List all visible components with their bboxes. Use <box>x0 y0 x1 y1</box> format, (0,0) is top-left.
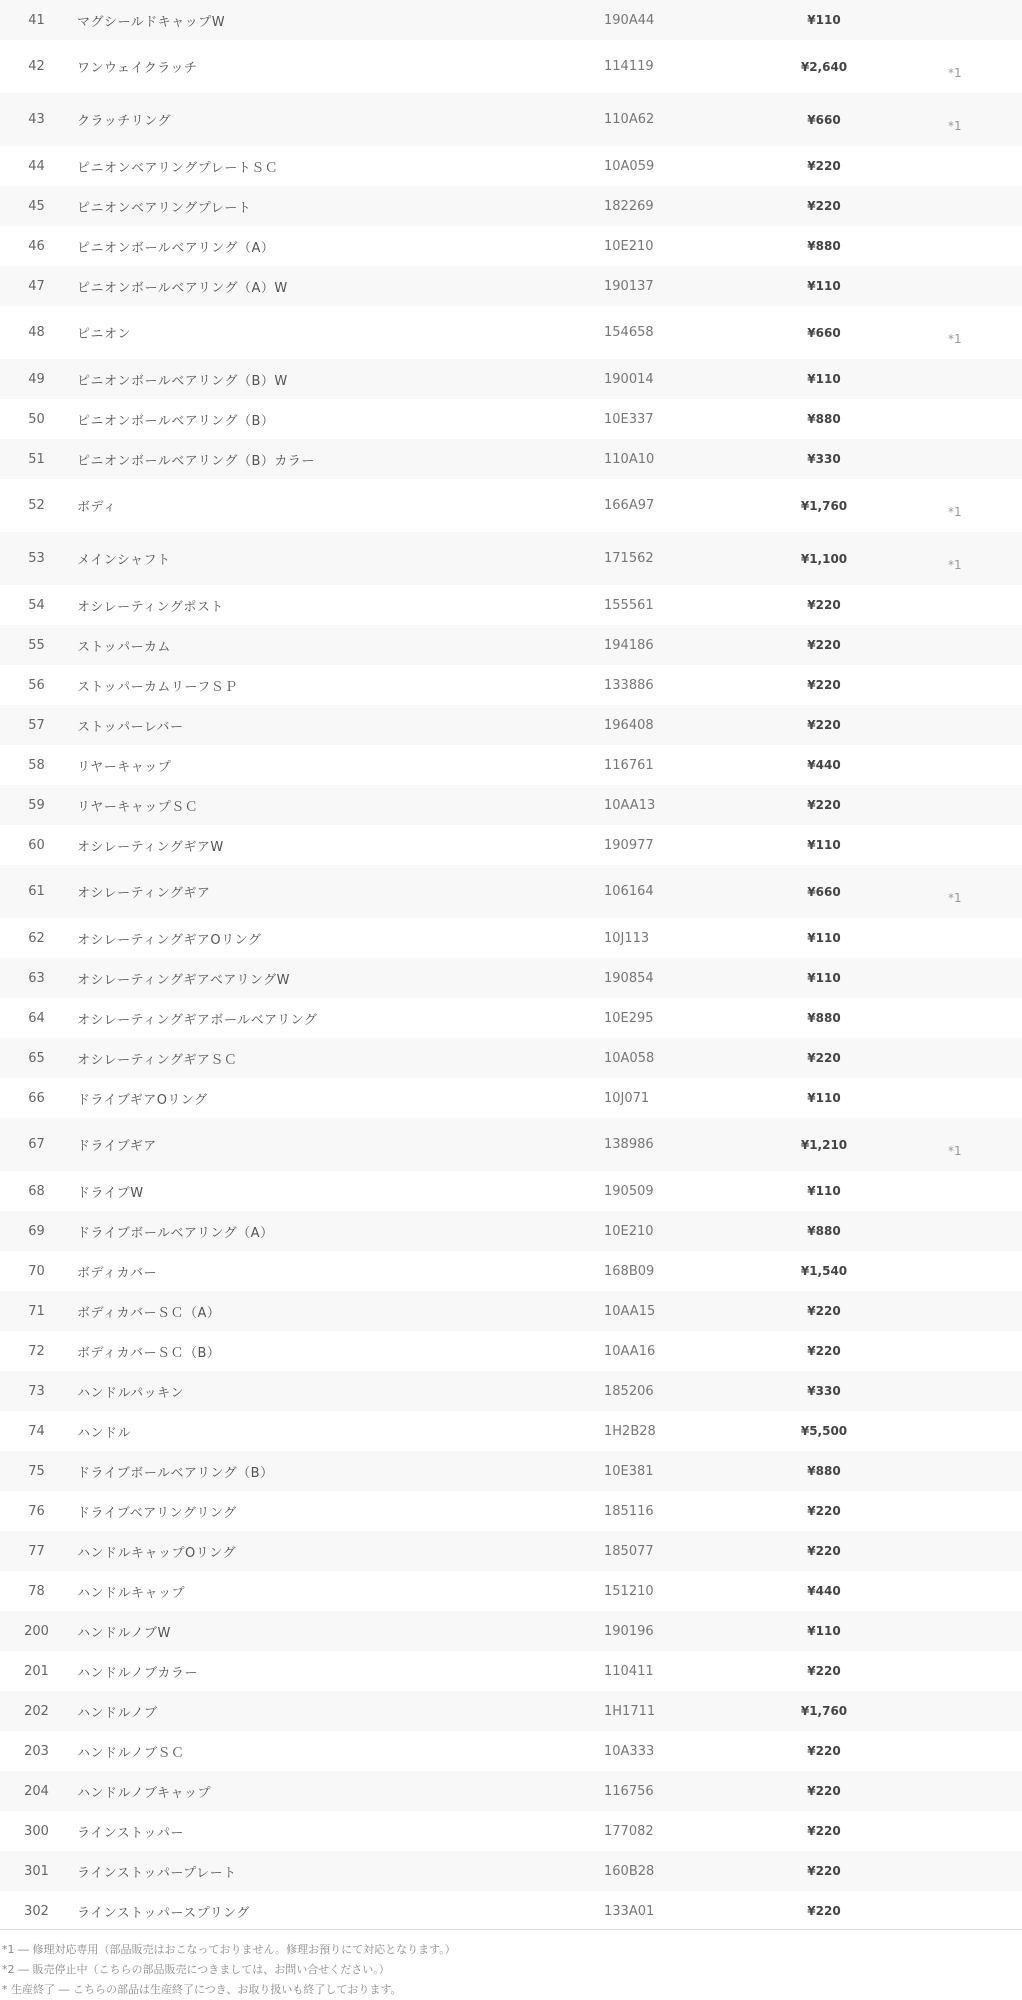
part-price: ¥660 <box>807 112 841 127</box>
table-row <box>0 146 1022 186</box>
part-name: ハンドルノブカラー <box>77 1665 198 1681</box>
part-code: 190A44 <box>604 12 655 28</box>
table-row <box>0 1811 1022 1851</box>
part-number: 75 <box>28 1463 45 1479</box>
table-row <box>0 1771 1022 1811</box>
part-price: ¥220 <box>807 1344 841 1358</box>
part-note: *1 <box>948 557 962 572</box>
table-row <box>0 1211 1022 1251</box>
table-row <box>0 479 1022 532</box>
part-name: ドライブベアリングリング <box>77 1505 237 1521</box>
table-row <box>0 399 1022 439</box>
part-number: 51 <box>28 451 45 467</box>
part-price: ¥1,760 <box>800 498 848 513</box>
table-row <box>0 865 1022 918</box>
part-code: 10AA13 <box>604 797 656 813</box>
part-code: 151210 <box>604 1583 654 1599</box>
part-price: ¥220 <box>807 1504 841 1518</box>
table-row <box>0 1891 1022 1931</box>
part-price: ¥220 <box>807 199 841 213</box>
part-name: オシレーティングポスト <box>77 599 224 615</box>
part-name: オシレーティングギアボールベアリング <box>77 1012 318 1028</box>
part-price: ¥660 <box>807 325 841 340</box>
table-row <box>0 306 1022 359</box>
part-price: ¥220 <box>807 1664 841 1678</box>
table-row <box>0 1651 1022 1691</box>
part-name: ドライブギアOリング <box>77 1092 208 1108</box>
part-name: ピニオンボールベアリング（B）カラー <box>77 453 315 469</box>
part-number: 66 <box>28 1090 45 1106</box>
part-note: *1 <box>948 890 962 905</box>
part-price: ¥1,210 <box>800 1137 848 1152</box>
part-code: 116756 <box>604 1783 654 1799</box>
table-row <box>0 266 1022 306</box>
part-number: 61 <box>28 884 45 899</box>
part-number: 202 <box>24 1703 49 1719</box>
part-name: ピニオンボールベアリング（B）W <box>77 373 288 389</box>
part-number: 44 <box>28 158 45 174</box>
part-price: ¥330 <box>807 452 841 466</box>
part-code: 185206 <box>604 1383 654 1399</box>
table-row <box>0 745 1022 785</box>
part-code: 190137 <box>604 278 654 294</box>
part-price: ¥110 <box>807 838 841 852</box>
part-code: 190977 <box>604 837 654 853</box>
part-name: ピニオン <box>77 327 132 342</box>
part-code: 10AA15 <box>604 1303 656 1319</box>
part-price: ¥110 <box>807 931 841 945</box>
part-price: ¥440 <box>807 1584 841 1598</box>
legend-note-3: * 生産終了 ― こちらの部品は生産終了につき、お取り扱いも終了しております。 <box>2 1983 402 1996</box>
part-number: 76 <box>28 1503 45 1519</box>
part-number: 65 <box>28 1050 45 1066</box>
table-row <box>0 1171 1022 1211</box>
table-row <box>0 585 1022 625</box>
part-price: ¥220 <box>807 1544 841 1558</box>
part-code: 1H2B28 <box>604 1423 656 1439</box>
part-name: ピニオンボールベアリング（A）W <box>77 280 288 296</box>
part-price: ¥880 <box>807 1011 841 1025</box>
part-code: 190854 <box>604 970 654 986</box>
part-price: ¥1,760 <box>800 1704 848 1718</box>
part-number: 53 <box>28 551 45 566</box>
part-number: 47 <box>28 278 45 294</box>
part-name: オシレーティングギア <box>77 886 211 901</box>
part-name: クラッチリング <box>77 114 171 129</box>
table-row <box>0 825 1022 865</box>
part-price: ¥880 <box>807 1464 841 1478</box>
part-name: ハンドルノブ <box>77 1705 158 1721</box>
table-row <box>0 1731 1022 1771</box>
part-number: 67 <box>28 1137 45 1152</box>
part-number: 48 <box>28 325 45 340</box>
table-row <box>0 1291 1022 1331</box>
part-code: 185116 <box>604 1503 654 1519</box>
table-row <box>0 1531 1022 1571</box>
part-number: 49 <box>28 371 45 387</box>
table-row <box>0 665 1022 705</box>
part-name: ストッパーカム <box>77 639 171 655</box>
part-name: ドライブギア <box>77 1139 157 1154</box>
part-price: ¥220 <box>807 1051 841 1065</box>
part-code: 110411 <box>604 1663 654 1679</box>
part-name: ストッパーカムリーフＳＰ <box>77 679 238 695</box>
table-row <box>0 0 1022 40</box>
part-price: ¥110 <box>807 279 841 293</box>
part-code: 160B28 <box>604 1863 655 1879</box>
part-price: ¥1,100 <box>800 551 848 566</box>
part-price: ¥330 <box>807 1384 841 1398</box>
part-note: *1 <box>948 1143 962 1158</box>
table-row <box>0 1251 1022 1291</box>
part-number: 204 <box>24 1783 49 1799</box>
part-price: ¥220 <box>807 1864 841 1878</box>
table-row <box>0 1491 1022 1531</box>
part-number: 69 <box>28 1223 45 1239</box>
table-row <box>0 439 1022 479</box>
part-code: 10A058 <box>604 1050 655 1066</box>
part-price: ¥220 <box>807 678 841 692</box>
part-number: 60 <box>28 837 45 853</box>
part-price: ¥440 <box>807 758 841 772</box>
table-row <box>0 1611 1022 1651</box>
part-price: ¥220 <box>807 1744 841 1758</box>
part-name: オシレーティングギアW <box>77 839 224 855</box>
part-code: 10AA16 <box>604 1343 656 1359</box>
part-name: ボディカバーＳＣ（B） <box>77 1345 221 1361</box>
part-code: 133886 <box>604 677 654 693</box>
part-name: ボディカバーＳＣ（A） <box>77 1305 221 1321</box>
part-name: ピニオンベアリングプレートＳＣ <box>77 160 279 176</box>
part-code: 10A333 <box>604 1743 655 1759</box>
part-name: ハンドルキャップOリング <box>77 1545 236 1561</box>
part-price: ¥110 <box>807 1091 841 1105</box>
part-name: ピニオンベアリングプレート <box>77 200 252 216</box>
part-price: ¥220 <box>807 1904 841 1918</box>
part-number: 78 <box>28 1583 45 1599</box>
table-row <box>0 785 1022 825</box>
part-price: ¥1,540 <box>800 1264 848 1278</box>
part-name: ラインストッパープレート <box>77 1865 237 1881</box>
part-name: ワンウェイクラッチ <box>77 61 198 76</box>
part-number: 77 <box>28 1543 45 1559</box>
part-name: ハンドルノブＳＣ <box>77 1745 185 1761</box>
part-number: 54 <box>28 597 45 613</box>
part-name: オシレーティングギアＳＣ <box>77 1052 238 1068</box>
part-code: 10E337 <box>604 411 654 427</box>
part-price: ¥220 <box>807 798 841 812</box>
part-name: ハンドルノブキャップ <box>77 1785 211 1801</box>
part-number: 63 <box>28 970 45 986</box>
part-number: 57 <box>28 717 45 733</box>
part-code: 133A01 <box>604 1903 655 1919</box>
part-number: 201 <box>24 1663 49 1679</box>
part-number: 70 <box>28 1263 45 1279</box>
part-code: 110A10 <box>604 451 655 467</box>
part-code: 10E210 <box>604 1223 654 1239</box>
part-number: 55 <box>28 637 45 653</box>
part-code: 138986 <box>604 1137 654 1152</box>
table-row <box>0 1411 1022 1451</box>
part-name: リヤーキャップＳＣ <box>77 799 199 815</box>
table-row <box>0 226 1022 266</box>
part-name: ピニオンボールベアリング（A） <box>77 240 275 256</box>
table-row <box>0 1851 1022 1891</box>
part-price: ¥880 <box>807 412 841 426</box>
part-number: 42 <box>28 59 45 74</box>
part-name: ラインストッパー <box>77 1825 184 1841</box>
part-code: 185077 <box>604 1543 654 1559</box>
part-price: ¥220 <box>807 1304 841 1318</box>
table-row <box>0 958 1022 998</box>
table-row <box>0 1118 1022 1171</box>
part-name: ハンドルパッキン <box>77 1385 184 1401</box>
part-price: ¥110 <box>807 1624 841 1638</box>
part-code: 177082 <box>604 1823 654 1839</box>
table-row <box>0 625 1022 665</box>
part-name: リヤーキャップ <box>77 759 172 775</box>
part-name: ボディ <box>77 500 117 515</box>
part-name: オシレーティングギアOリング <box>77 932 262 948</box>
part-number: 68 <box>28 1183 45 1199</box>
part-price: ¥110 <box>807 971 841 985</box>
part-name: マグシールドキャップW <box>77 14 226 30</box>
part-code: 10A059 <box>604 158 655 174</box>
part-number: 41 <box>28 12 45 28</box>
part-number: 74 <box>28 1423 45 1439</box>
part-name: ハンドルキャップ <box>77 1585 186 1601</box>
part-name: ストッパーレバー <box>77 719 184 735</box>
part-name: ドライブボールベアリング（B） <box>77 1465 274 1481</box>
table-row <box>0 186 1022 226</box>
legend-note-1: *1 ― 修理対応専用（部品販売はおこなっておりません。修理お預りにて対応となります。） <box>2 1943 456 1956</box>
table-row <box>0 918 1022 958</box>
part-number: 301 <box>24 1863 49 1879</box>
part-code: 168B09 <box>604 1263 655 1279</box>
part-name: ラインストッパースプリング <box>77 1905 250 1921</box>
part-code: 10E381 <box>604 1463 654 1479</box>
part-code: 116761 <box>604 757 654 773</box>
part-price: ¥220 <box>807 159 841 173</box>
part-code: 194186 <box>604 637 654 653</box>
table-row <box>0 998 1022 1038</box>
part-number: 72 <box>28 1343 45 1359</box>
part-number: 73 <box>28 1383 45 1399</box>
part-note: *1 <box>948 118 962 133</box>
part-code: 196408 <box>604 717 654 733</box>
part-code: 1H1711 <box>604 1703 656 1719</box>
table-row <box>0 1371 1022 1411</box>
part-price: ¥880 <box>807 1224 841 1238</box>
part-number: 50 <box>28 411 45 427</box>
part-price: ¥220 <box>807 1824 841 1838</box>
table-row <box>0 1691 1022 1731</box>
part-code: 171562 <box>604 551 654 566</box>
table-row <box>0 40 1022 93</box>
part-price: ¥220 <box>807 598 841 612</box>
part-code: 106164 <box>604 884 654 899</box>
part-name: ボディカバー <box>77 1265 157 1281</box>
part-price: ¥110 <box>807 13 841 27</box>
part-price: ¥880 <box>807 239 841 253</box>
part-number: 43 <box>28 112 45 127</box>
table-row <box>0 705 1022 745</box>
part-number: 45 <box>28 198 45 214</box>
part-number: 71 <box>28 1303 45 1319</box>
table-divider <box>0 1929 1022 1930</box>
part-code: 154658 <box>604 325 654 340</box>
part-code: 10E210 <box>604 238 654 254</box>
part-code: 190014 <box>604 371 654 387</box>
table-row <box>0 1451 1022 1491</box>
table-row <box>0 1078 1022 1118</box>
part-number: 59 <box>28 797 45 813</box>
part-code: 166A97 <box>604 498 655 513</box>
part-code: 10J071 <box>604 1090 650 1106</box>
part-number: 302 <box>24 1903 49 1919</box>
part-code: 10E295 <box>604 1010 654 1026</box>
part-number: 58 <box>28 757 45 773</box>
part-name: オシレーティングギアベアリングW <box>77 972 290 988</box>
footnote-legend <box>2 1940 456 2000</box>
part-note: *1 <box>948 65 962 80</box>
part-price: ¥5,500 <box>800 1424 848 1438</box>
part-code: 182269 <box>604 198 654 214</box>
part-price: ¥110 <box>807 372 841 386</box>
table-row <box>0 93 1022 146</box>
part-price: ¥2,640 <box>800 59 848 74</box>
legend-note-2: *2 ― 販売停止中（こちらの部品販売につきましては、お問い合せください。） <box>2 1963 390 1976</box>
part-code: 155561 <box>604 597 654 613</box>
part-price: ¥220 <box>807 718 841 732</box>
table-row <box>0 1038 1022 1078</box>
part-code: 190196 <box>604 1623 654 1639</box>
part-code: 10J113 <box>604 930 650 946</box>
part-name: ハンドル <box>77 1425 132 1441</box>
part-price: ¥220 <box>807 1784 841 1798</box>
part-number: 300 <box>24 1823 49 1839</box>
part-number: 52 <box>28 498 45 513</box>
part-name: メインシャフト <box>77 553 171 568</box>
table-row <box>0 359 1022 399</box>
part-number: 56 <box>28 677 45 693</box>
part-price: ¥110 <box>807 1184 841 1198</box>
part-number: 64 <box>28 1010 45 1026</box>
part-name: ピニオンボールベアリング（B） <box>77 413 275 429</box>
part-name: ハンドルノブW <box>77 1625 171 1641</box>
part-number: 46 <box>28 238 45 254</box>
part-note: *1 <box>948 504 962 519</box>
table-row <box>0 532 1022 585</box>
table-row <box>0 1571 1022 1611</box>
part-number: 203 <box>24 1743 49 1759</box>
part-code: 110A62 <box>604 112 655 127</box>
part-note: *1 <box>948 331 962 346</box>
part-code: 190509 <box>604 1183 654 1199</box>
part-price: ¥660 <box>807 884 841 899</box>
part-name: ドライブW <box>77 1185 144 1201</box>
part-price: ¥220 <box>807 638 841 652</box>
part-name: ドライブボールベアリング（A） <box>77 1225 274 1241</box>
part-code: 114119 <box>604 59 654 74</box>
part-number: 200 <box>24 1623 49 1639</box>
part-number: 62 <box>28 930 45 946</box>
table-row <box>0 1331 1022 1371</box>
